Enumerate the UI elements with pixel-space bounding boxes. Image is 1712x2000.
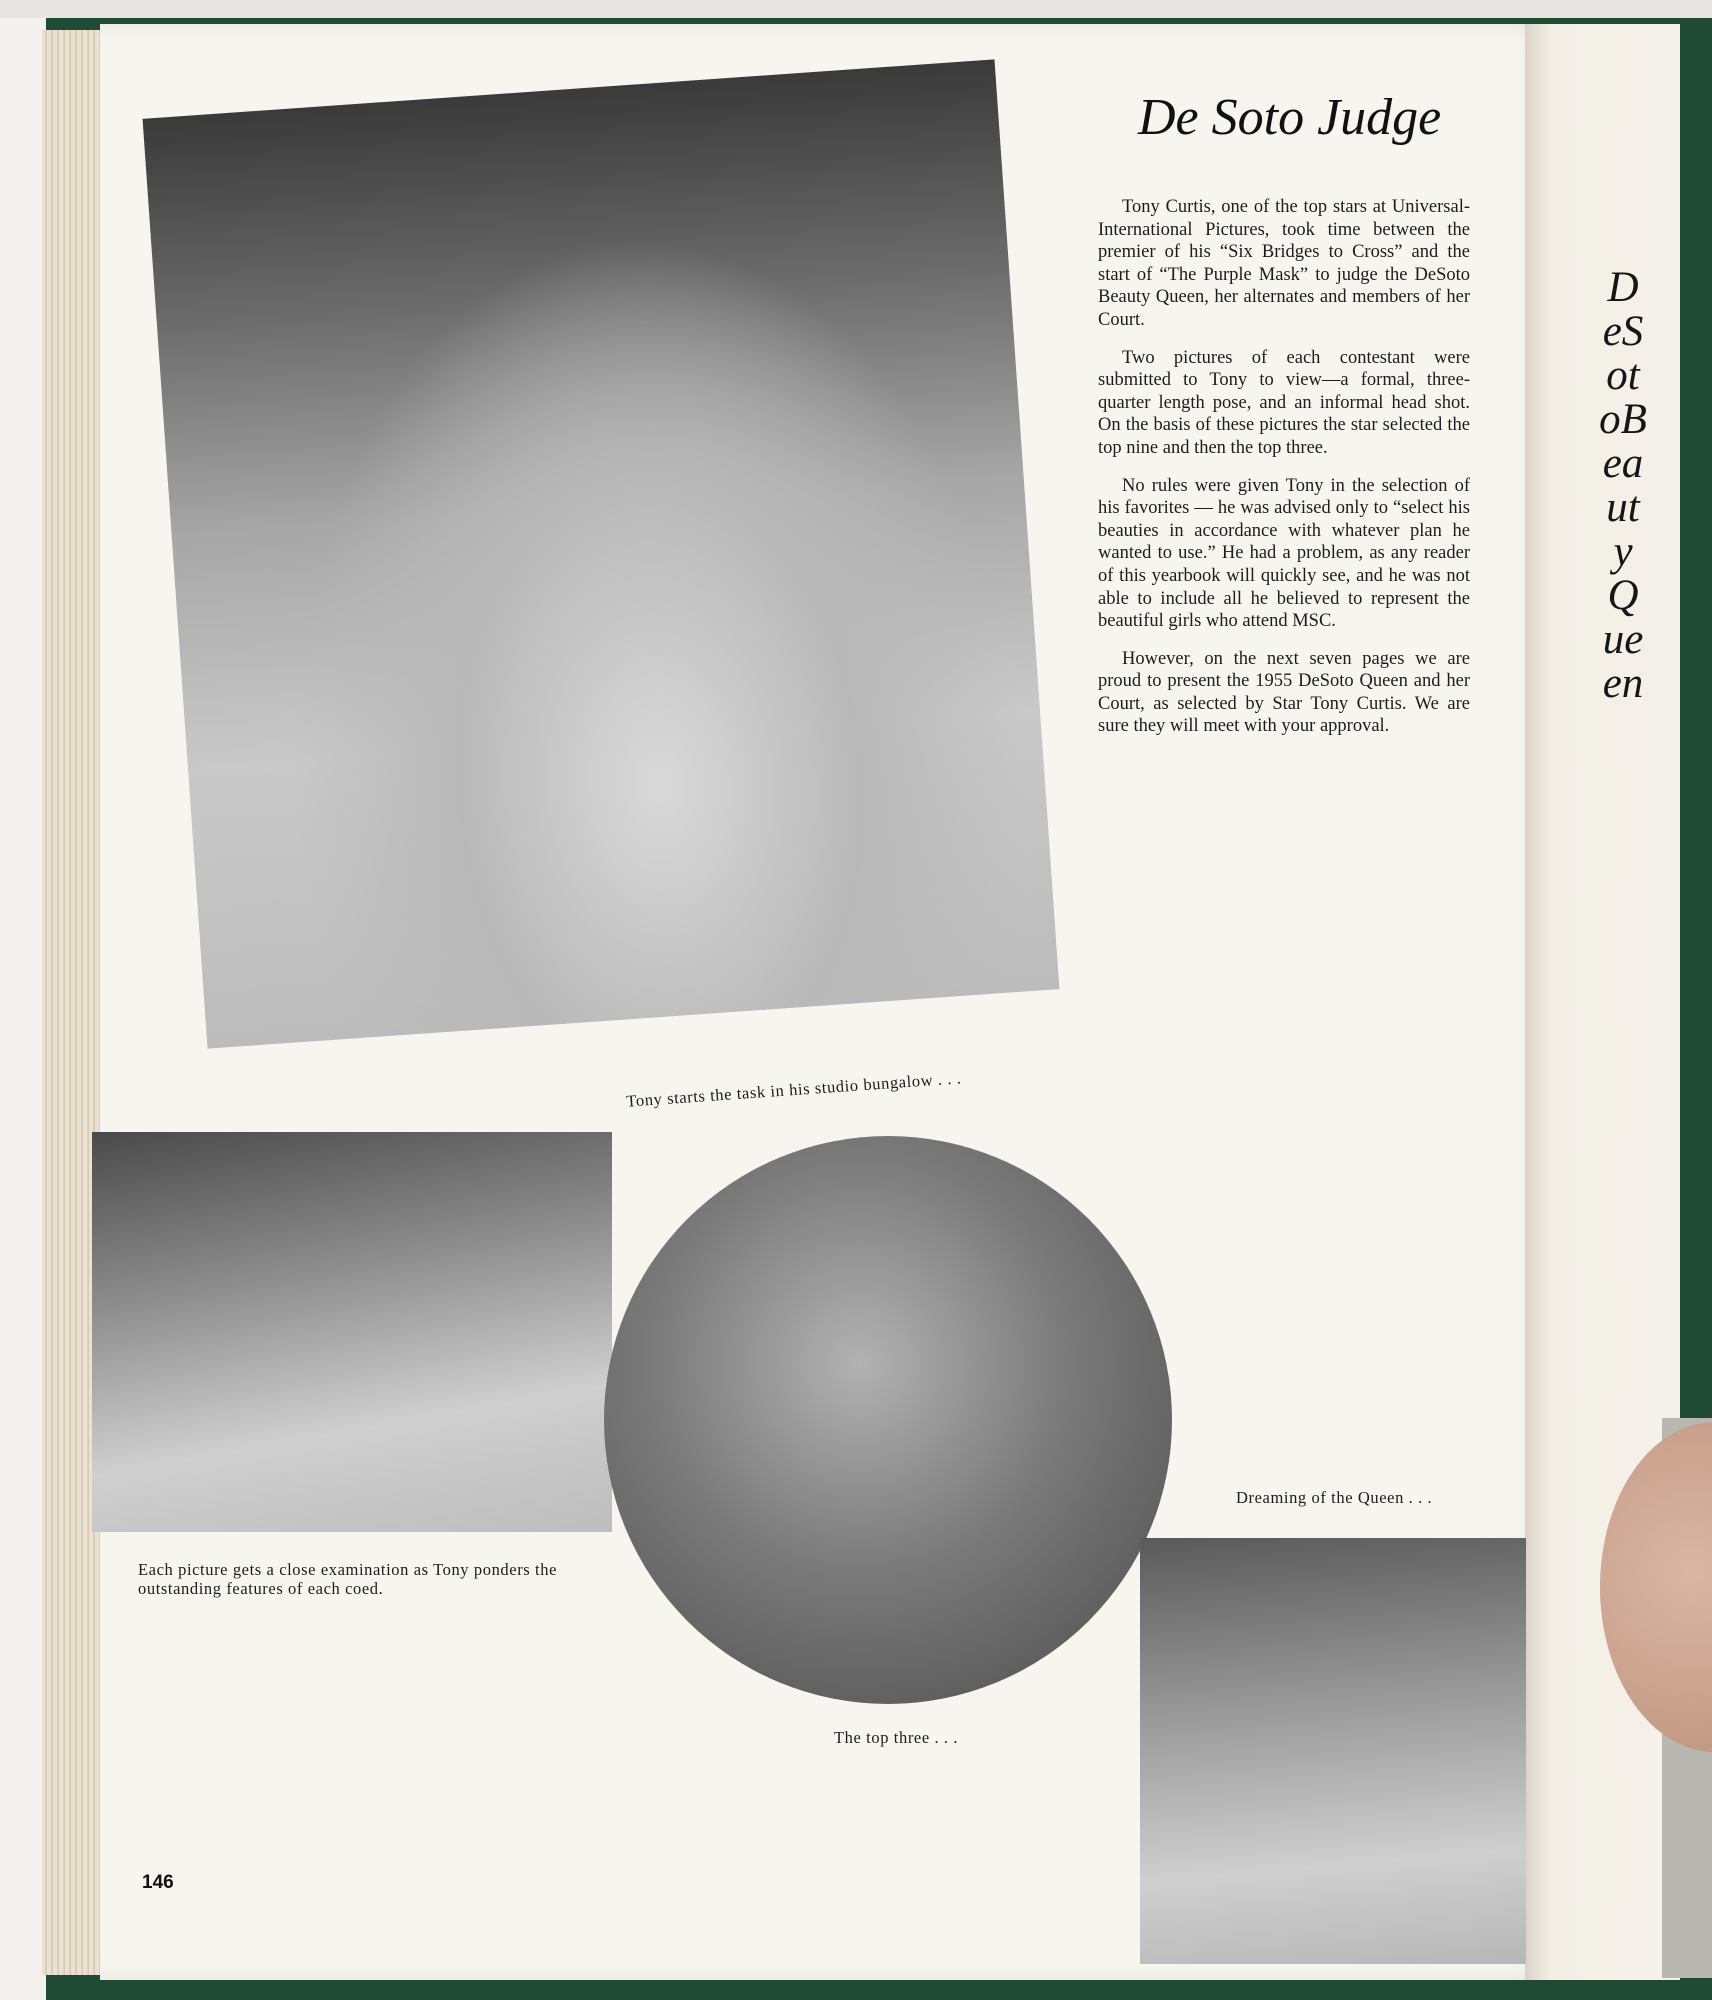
caption-top-three: The top three . . .: [834, 1728, 959, 1747]
photo-tony-on-floor: [143, 59, 1060, 1048]
photo-dreaming: [1140, 1538, 1526, 1964]
article-paragraph: However, on the next seven pages we are proud to present the 1955 DeSoto Queen and her Court, as selected by Star Tony Curtis. We are sure they will meet with your approval.: [1098, 648, 1470, 737]
page-title: De Soto Judge: [1138, 89, 1442, 146]
article-body: [1098, 196, 1470, 753]
page-edges: [42, 30, 104, 1975]
caption-dreaming: Dreaming of the Queen . . .: [1236, 1488, 1433, 1507]
side-title: DeSotoBeautyQueen: [1599, 264, 1647, 707]
photo-tony-examining: [92, 1132, 612, 1532]
book-cover-top: [0, 0, 1712, 18]
article-paragraph: Tony Curtis, one of the top stars at Universal-International Pictures, took time between the premier of his “Six Bridges to Cross” and the start of “The Purple Mask” to judge the DeSoto Beauty Queen, her alternates and members of her Court.: [1098, 197, 1470, 330]
article-paragraph: Two pictures of each contestant were submitted to Tony to view—a formal, three-quarter length pose, and an informal head shot. On the basis of these pictures the star selected the top nine and then the top three.: [1098, 347, 1470, 458]
caption-examination: Each picture gets a close examination as Tony ponders the outstanding features of each coed.: [138, 1560, 557, 1598]
page-number: 146: [142, 1872, 174, 1893]
article-paragraph: No rules were given Tony in the selection of his favorites — he was advised only to “select his beauties in accordance with whatever plan he wanted to use.” He had a problem, as any reader of this yearbook will quickly see, and he was not able to include all he believed to represent the beautiful girls who attend MSC.: [1098, 475, 1470, 632]
book-cover-left: [0, 18, 46, 2000]
photo-top-three: [604, 1136, 1172, 1704]
caption-main-photo: Tony starts the task in his studio bungalow . . .: [625, 1068, 963, 1111]
